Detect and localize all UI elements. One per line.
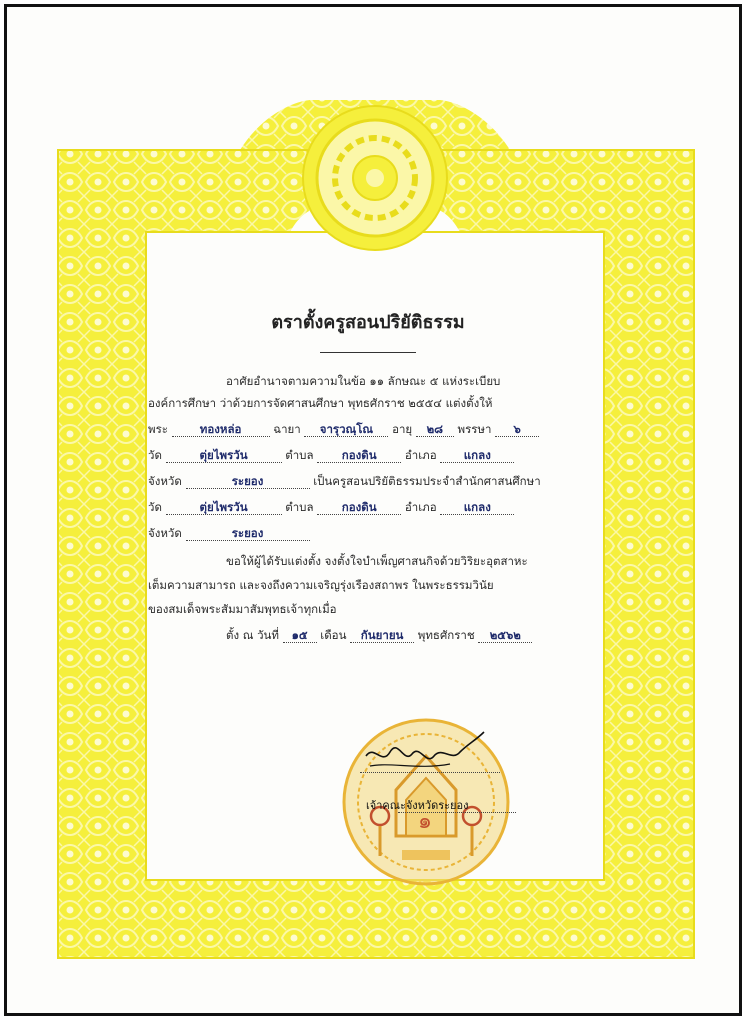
province-label: จังหวัด <box>148 474 182 488</box>
svg-text:๑: ๑ <box>418 809 432 834</box>
appointment-text: เป็นครูสอนปริยัติธรรมประจำสำนักศาสนศึกษา <box>313 474 541 488</box>
chaya-label: ฉายา <box>273 422 301 436</box>
district-label: อำเภอ <box>404 448 437 462</box>
dharma-wheel-emblem <box>303 106 447 250</box>
district1-field: แกลง <box>440 450 514 463</box>
province-row-1 <box>148 476 541 489</box>
province-label-2: จังหวัด <box>148 526 182 540</box>
subdistrict-label-2: ตำบล <box>285 500 314 514</box>
province1-field: ระยอง <box>186 476 310 489</box>
vassa-field: ๖ <box>495 424 539 437</box>
paragraph2-line1: ขอให้ผู้ได้รับแต่งตั้ง จงตั้งใจบำเพ็ญศาสนกิจด้วยวิริยะอุตสาหะ <box>226 554 528 568</box>
paragraph2-line3: ของสมเด็จพระสัมมาสัมพุทธเจ้าทุกเมื่อ <box>148 602 337 616</box>
temple-row-2 <box>148 502 514 515</box>
province2-field: ระยอง <box>186 528 310 541</box>
monk-row <box>148 424 539 437</box>
province-row-2 <box>148 528 310 541</box>
title-underline <box>320 352 416 353</box>
date-prefix: ตั้ง ณ วันที่ <box>226 628 279 642</box>
subdistrict2-field: กองดิน <box>317 502 401 515</box>
page-title: ตราตั้งครูสอนปริยัติธรรม <box>271 312 465 333</box>
chaya-field: จารุวณฺโณ <box>304 424 388 437</box>
district2-field: แกลง <box>440 502 514 515</box>
district-label-2: อำเภอ <box>404 500 437 514</box>
subdistrict1-field: กองดิน <box>317 450 401 463</box>
age-field: ๒๘ <box>416 424 454 437</box>
signature-icon <box>360 726 490 776</box>
subdistrict-label: ตำบล <box>285 448 314 462</box>
monk-name-field: ทองหล่อ <box>172 424 270 437</box>
age-label: อายุ <box>392 422 413 436</box>
temple-row-1 <box>148 450 514 463</box>
monk-label: พระ <box>148 422 168 436</box>
paragraph2-line2: เต็มความสามารถ และจงถึงความเจริญรุ่งเรืองสถาพร ในพระธรรมวินัย <box>148 578 494 592</box>
temple-label: วัด <box>148 448 162 462</box>
paragraph1-line1: อาศัยอำนาจตามความในข้อ ๑๑ ลักษณะ ๕ แห่งระเบียบ <box>226 374 501 388</box>
signature-line <box>360 772 500 773</box>
year-field: ๒๕๖๒ <box>478 630 532 643</box>
year-label: พุทธศักราช <box>417 628 475 642</box>
temple-label-2: วัด <box>148 500 162 514</box>
date-row <box>226 630 532 643</box>
signer-title: เจ้าคณะจังหวัดระยอง <box>366 799 469 812</box>
paragraph1-line2: องค์การศึกษา ว่าด้วยการจัดศาสนศึกษา พุทธศักราช ๒๕๕๔ แต่งตั้งให้ <box>148 396 493 410</box>
signer-line <box>398 812 516 813</box>
day-field: ๑๕ <box>283 630 317 643</box>
temple1-field: ตุ่ยไพรวัน <box>166 450 282 463</box>
temple2-field: ตุ่ยไพรวัน <box>166 502 282 515</box>
month-label: เดือน <box>320 628 347 642</box>
vassa-label: พรรษา <box>457 422 492 436</box>
month-field: กันยายน <box>350 630 414 643</box>
